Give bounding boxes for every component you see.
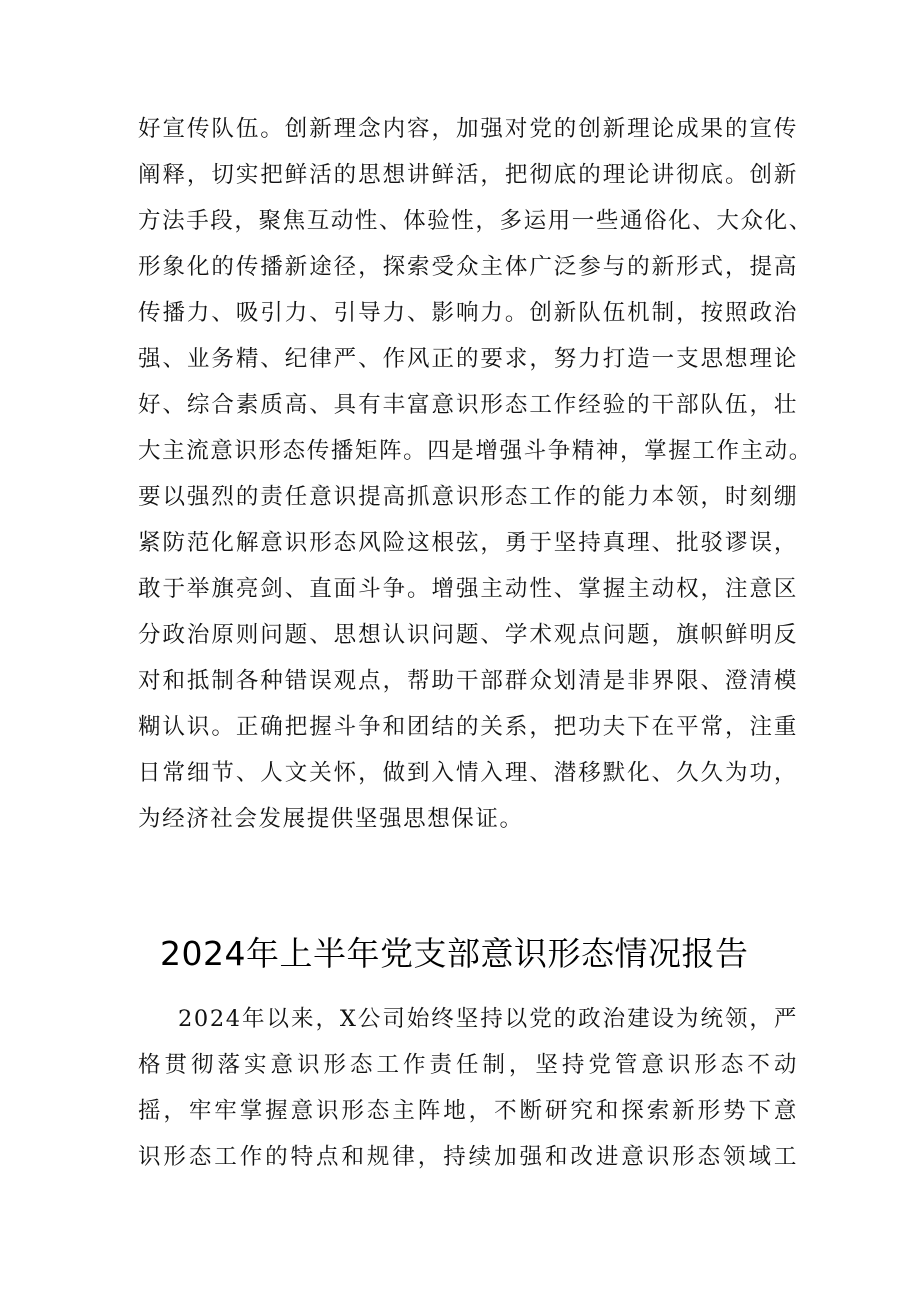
paragraph-line: 好、综合素质高、具有丰富意识形态工作经验的干部队伍，壮 <box>138 392 798 418</box>
paragraph-line: 强、业务精、纪律严、作风正的要求，努力打造一支思想理论 <box>138 346 798 372</box>
paragraph-line: 形象化的传播新途径，探索受众主体广泛参与的新形式，提高 <box>138 254 798 280</box>
paragraph-line: 好宣传队伍。创新理念内容，加强对党的创新理论成果的宣传 <box>138 116 798 142</box>
report-paragraph-line: 格贯彻落实意识形态工作责任制，坚持党管意识形态不动 <box>138 1052 798 1078</box>
paragraph-line: 为经济社会发展提供坚强思想保证。 <box>138 806 524 832</box>
paragraph-line: 阐释，切实把鲜活的思想讲鲜活，把彻底的理论讲彻底。创新 <box>138 162 798 188</box>
paragraph-line: 糊认识。正确把握斗争和团结的关系，把功夫下在平常，注重 <box>138 714 798 740</box>
paragraph-line: 大主流意识形态传播矩阵。四是增强斗争精神，掌握工作主动。 <box>138 438 813 464</box>
report-title: 2024年上半年党支部意识形态情况报告 <box>160 934 749 973</box>
paragraph-line: 敢于举旗亮剑、直面斗争。增强主动性、掌握主动权，注意区 <box>138 576 798 602</box>
paragraph-line: 方法手段，聚焦互动性、体验性，多运用一些通俗化、大众化、 <box>138 208 813 234</box>
report-paragraph-line: 摇，牢牢掌握意识形态主阵地，不断研究和探索新形势下意 <box>138 1098 798 1124</box>
paragraph-line: 传播力、吸引力、引导力、影响力。创新队伍机制，按照政治 <box>138 300 798 326</box>
paragraph-line: 分政治原则问题、思想认识问题、学术观点问题，旗帜鲜明反 <box>138 622 798 648</box>
paragraph-line: 要以强烈的责任意识提高抓意识形态工作的能力本领，时刻绷 <box>138 484 798 510</box>
report-paragraph-line: 识形态工作的特点和规律，持续加强和改进意识形态领域工 <box>138 1144 798 1170</box>
paragraph-line: 日常细节、人文关怀，做到入情入理、潜移默化、久久为功， <box>138 760 798 786</box>
report-paragraph-line: 2024年以来，X公司始终坚持以党的政治建设为统领，严 <box>178 1006 798 1032</box>
paragraph-line: 对和抵制各种错误观点，帮助干部群众划清是非界限、澄清模 <box>138 668 798 694</box>
paragraph-line: 紧防范化解意识形态风险这根弦，勇于坚持真理、批驳谬误， <box>138 530 798 556</box>
